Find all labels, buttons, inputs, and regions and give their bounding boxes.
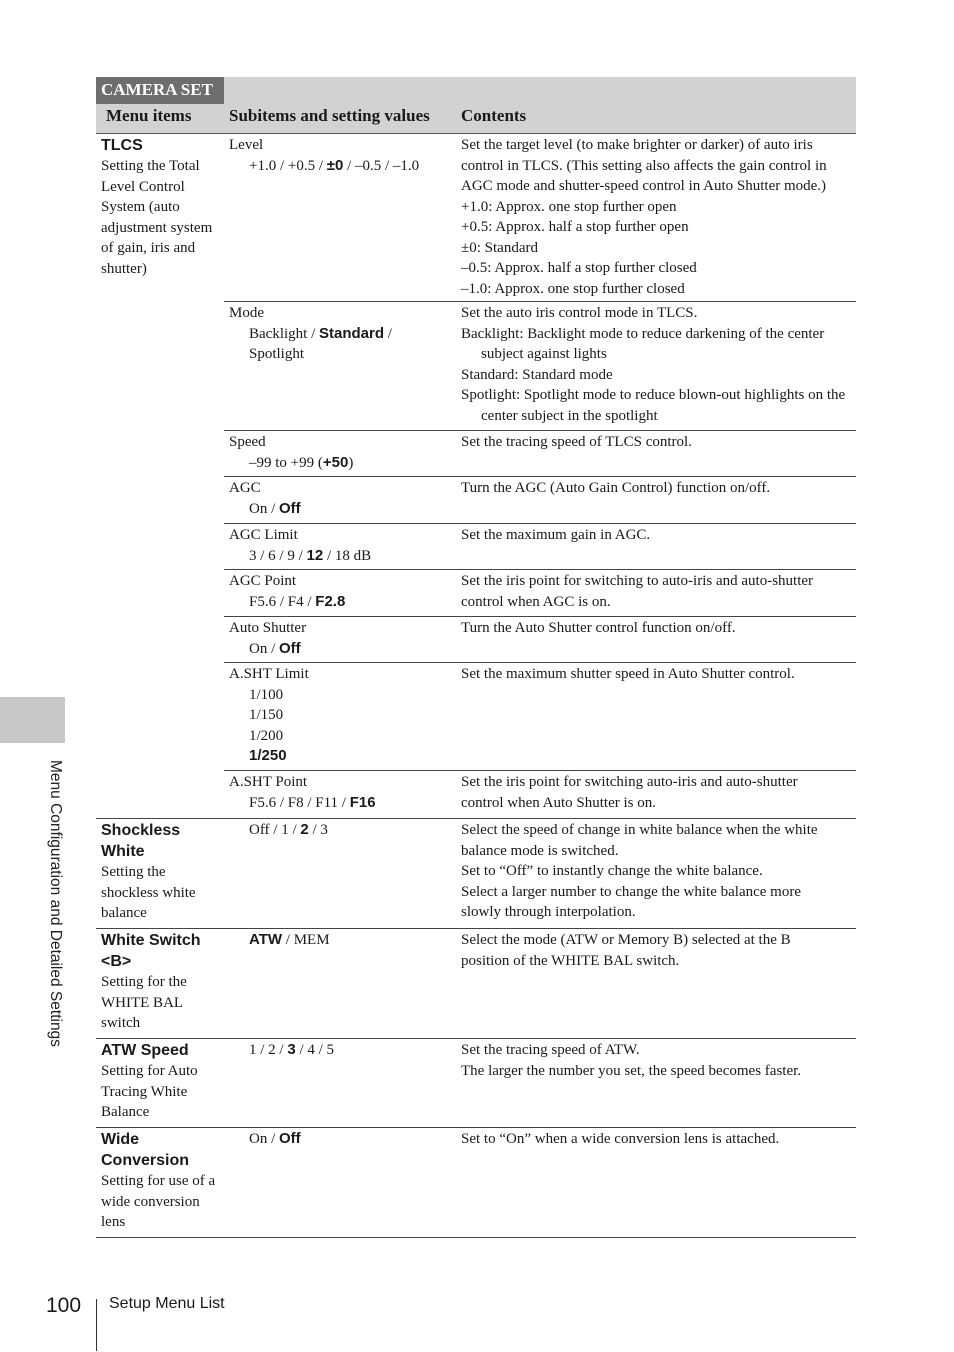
tlcs-row (96, 134, 856, 819)
subitem-name: AGC Point (229, 573, 297, 589)
subitem-cell (229, 929, 454, 951)
subitem-row (224, 663, 856, 771)
subitem-name: Level (229, 137, 264, 153)
description-line: Setting for use of a (101, 1173, 216, 1189)
item-title: Shockless (101, 822, 181, 839)
value-text: –99 to +99 ( (249, 454, 323, 471)
item-title: Conversion (101, 1152, 190, 1169)
description-line: Setting the (101, 864, 166, 880)
setting-values (229, 324, 454, 345)
default-value: 12 (306, 546, 324, 564)
description-line: shockless white (101, 884, 196, 901)
value-text: On / (249, 1131, 279, 1147)
contents-cell (461, 571, 853, 612)
value-text: 1/100 (249, 686, 284, 703)
item-cell (101, 819, 223, 924)
contents-cell (461, 1039, 853, 1081)
contents-cell (461, 664, 853, 685)
contents-line: control when Auto Shutter is on. (461, 794, 656, 811)
item-row (96, 819, 856, 929)
subitem-name: A.SHT Limit (229, 666, 309, 682)
value-text: 1/200 (249, 727, 284, 744)
description-line: of gain, iris and (101, 240, 196, 256)
header-subitems: Subitems and setting values (229, 106, 430, 125)
contents-cell (461, 618, 853, 639)
setting-values (229, 746, 454, 767)
item-title: TLCS (101, 137, 143, 154)
setting-values (229, 726, 454, 747)
subitem-row (224, 524, 856, 570)
description-line: adjustment system (101, 219, 213, 236)
item-cell (101, 929, 223, 1034)
description-line: Setting the Total (101, 158, 200, 174)
subitem-row (224, 771, 856, 818)
subitem-cell (229, 571, 454, 612)
contents-line: Set the iris point for switching auto-iris and auto-shutter (461, 774, 798, 790)
contents-line: AGC mode and shutter-speed control in Auto Shutter mode.) (461, 178, 827, 194)
page-number: 100 (46, 1294, 82, 1317)
default-value: ±0 (326, 156, 344, 174)
description-line: Setting for the (101, 974, 187, 990)
subitem-row (224, 570, 856, 617)
subitem-cell (229, 432, 454, 473)
default-value: 2 (300, 821, 309, 838)
subitem-row (224, 134, 856, 302)
contents-line: Set the maximum shutter speed in Auto Shutter control. (461, 666, 795, 682)
contents-line: Spotlight: Spotlight mode to reduce blown-out highlights on the center subject in the spotlight (461, 387, 846, 424)
subitem-name: AGC (229, 480, 261, 496)
table-header (96, 77, 856, 134)
contents-line: Set the target level (to make brighter or darker) of auto iris (461, 137, 813, 153)
default-value: ATW (249, 931, 283, 948)
description-line: WHITE BAL (101, 994, 184, 1011)
description-line: lens (101, 1214, 126, 1230)
item-cell (101, 1128, 223, 1233)
subitem-row (224, 477, 856, 524)
subitem-name: AGC Limit (229, 527, 298, 543)
sidebar-label: Menu Configuration and Detailed Settings (47, 760, 64, 1047)
contents-line: Turn the Auto Shutter control function on/off. (461, 620, 736, 636)
contents-line: Select the mode (ATW or Memory B) selected at the B (461, 932, 791, 948)
value-text: F5.6 / F8 / F11 / (249, 794, 350, 811)
description-line: shutter) (101, 260, 147, 277)
setting-values (229, 639, 454, 660)
item-title: Wide (101, 1131, 140, 1148)
contents-cell (461, 525, 853, 546)
default-value: Standard (319, 324, 385, 342)
subitem-cell (229, 303, 454, 365)
contents-line: Turn the AGC (Auto Gain Control) function on/off. (461, 480, 771, 496)
setting-values (229, 156, 454, 177)
setting-values (229, 344, 454, 365)
item-cell (101, 1039, 223, 1123)
setting-values (229, 453, 454, 474)
footer-divider (96, 1299, 97, 1351)
contents-line: Select a larger number to change the white balance more (461, 883, 801, 900)
contents-line: Set to “On” when a wide conversion lens is attached. (461, 1131, 780, 1147)
value-text: Backlight / (249, 325, 319, 342)
value-text: ) (348, 454, 354, 471)
subitem-name: Mode (229, 305, 264, 321)
subitem-row (224, 431, 856, 477)
value-text: Off / 1 / (249, 822, 301, 838)
subitem-cell (229, 525, 454, 566)
value-text: On / (249, 640, 279, 657)
setting-values (229, 793, 454, 814)
contents-line: +0.5: Approx. half a stop further open (461, 219, 689, 235)
value-text: F5.6 / F4 / (249, 593, 316, 610)
contents-line: –0.5: Approx. half a stop further closed (461, 260, 697, 276)
value-text: / (384, 325, 392, 342)
contents-cell (461, 478, 853, 499)
subitem-cell (229, 478, 454, 519)
subitem-row (224, 617, 856, 663)
contents-cell (461, 929, 853, 971)
item-rows (96, 819, 856, 1238)
contents-line: slowly through interpolation. (461, 904, 636, 920)
subitem-name: A.SHT Point (229, 774, 308, 790)
contents-line: ±0: Standard (461, 239, 538, 256)
item-title: ATW Speed (101, 1042, 189, 1059)
header-menu-items: Menu items (106, 106, 192, 125)
setting-values (229, 930, 454, 951)
subitem-name: Auto Shutter (229, 620, 307, 636)
value-text: / MEM (282, 932, 330, 948)
subitem-cell (229, 664, 454, 767)
settings-table (96, 77, 856, 1238)
footer-title: Setup Menu List (109, 1295, 225, 1312)
contents-cell (461, 1128, 853, 1150)
contents-cell (461, 135, 853, 299)
contents-cell (461, 303, 853, 426)
section-tag: CAMERA SET (96, 77, 224, 104)
default-value: Off (279, 499, 301, 517)
description-line: switch (101, 1015, 141, 1031)
item-title: White Switch (101, 932, 201, 949)
description-line: wide conversion (101, 1193, 200, 1210)
contents-line: position of the WHITE BAL switch. (461, 952, 680, 969)
item-title: White (101, 843, 145, 860)
value-text: 1 / 2 / (249, 1042, 288, 1058)
description-line: Tracing White (101, 1083, 188, 1100)
default-value: Off (279, 639, 301, 657)
value-text: On / (249, 500, 279, 517)
value-text: 1/150 (249, 707, 284, 723)
contents-line: control in TLCS. (This setting also affects the gain control in (461, 157, 827, 174)
contents-line: control when AGC is on. (461, 593, 611, 610)
item-row (96, 1039, 856, 1128)
default-value: +50 (322, 453, 349, 471)
setting-values (229, 820, 454, 841)
item-row (96, 1128, 856, 1238)
value-text: / –0.5 / –1.0 (343, 157, 420, 174)
subitem-cell (229, 618, 454, 659)
default-value: 1/250 (249, 747, 287, 764)
header-contents: Contents (461, 106, 527, 125)
contents-line: Set the tracing speed of ATW. (461, 1042, 640, 1058)
setting-values (229, 546, 454, 567)
description-line: System (auto (101, 199, 180, 215)
subitem-cell (229, 819, 454, 841)
subitem-name: Speed (229, 434, 266, 450)
subitem-cell (229, 1128, 454, 1150)
tlcs-item (101, 134, 223, 279)
sidebar-tab (0, 697, 65, 743)
setting-values (229, 1129, 454, 1150)
contents-line: Set the tracing speed of TLCS control. (461, 434, 692, 450)
item-row (96, 929, 856, 1039)
value-text: / 3 (308, 822, 328, 838)
contents-line: The larger the number you set, the speed becomes faster. (461, 1062, 802, 1079)
setting-values (229, 499, 454, 520)
contents-line: Backlight: Backlight mode to reduce darkening of the center subject against lights (461, 325, 825, 362)
setting-values (229, 1040, 454, 1061)
contents-line: –1.0: Approx. one stop further closed (461, 280, 685, 297)
contents-cell (461, 819, 853, 923)
contents-line: +1.0: Approx. one stop further open (461, 198, 677, 215)
setting-values (229, 592, 454, 613)
description-line: Balance (101, 1104, 150, 1120)
item-description (101, 156, 223, 279)
value-text: 3 / 6 / 9 / (249, 547, 307, 564)
description-line: Level Control (101, 178, 185, 195)
default-value: 3 (287, 1041, 296, 1058)
contents-cell (461, 432, 853, 453)
contents-line: Set the iris point for switching to auto-iris and auto-shutter (461, 573, 814, 589)
contents-cell (461, 772, 853, 813)
contents-line: balance mode is switched. (461, 842, 619, 859)
setting-values (229, 705, 454, 726)
value-text: Spotlight (249, 346, 305, 362)
subitem-cell (229, 1039, 454, 1061)
description-line: Setting for Auto (101, 1063, 198, 1079)
item-title: <B> (101, 953, 132, 970)
value-text: / 18 dB (323, 547, 372, 564)
contents-line: Select the speed of change in white balance when the white (461, 822, 818, 838)
default-value: F2.8 (315, 592, 346, 610)
subitem-row (224, 302, 856, 431)
value-text: +1.0 / +0.5 / (249, 157, 327, 174)
subitem-cell (229, 772, 454, 813)
contents-line: Set to “Off” to instantly change the white balance. (461, 863, 763, 879)
default-value: F16 (349, 793, 376, 811)
value-text: / 4 / 5 (295, 1042, 335, 1058)
subitem-cell (229, 135, 454, 176)
contents-line: Set the maximum gain in AGC. (461, 527, 651, 543)
contents-line: Standard: Standard mode (461, 366, 613, 383)
default-value: Off (279, 1130, 301, 1147)
contents-line: Set the auto iris control mode in TLCS. (461, 305, 698, 321)
description-line: balance (101, 905, 147, 921)
setting-values (229, 685, 454, 706)
